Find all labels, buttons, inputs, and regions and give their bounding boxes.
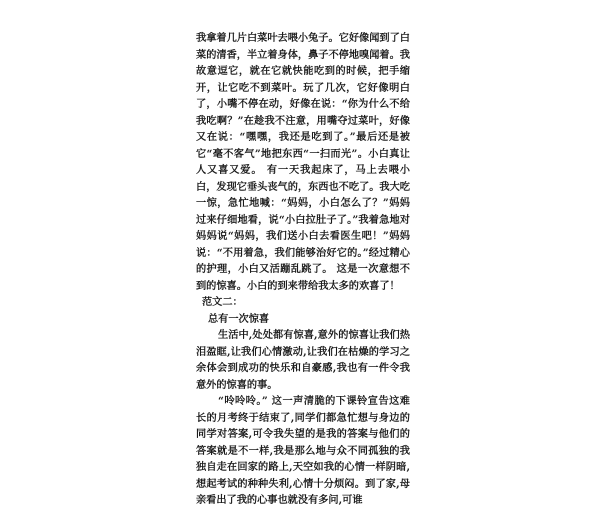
essay-title: 总有一次惊喜 <box>208 312 270 325</box>
essay-paragraph-2: “呤呤呤。” 这一声清脆的下课铃宣告这难长的月考终于结束了,同学们都急忙想与身边的同学对答案,可令我失望的是我的答案与他们的答案就是不一样,我是那么地与众不同孤独的我独自走在回家的路上,天空如我的心情一样阴暗,想起考试的种种失利,心情十分烦闷。到了家,母亲看出了我的心事也就没有多问,可谁 <box>196 395 410 506</box>
essay-paragraph-1: 生活中,处处都有惊喜,意外的惊喜让我们热泪盈眶,让我们心情激动,让我们在枯燥的学习之余体会到成功的快乐和自豪感,我也有一件令我意外的惊喜的事。 <box>196 329 410 391</box>
document-page <box>196 30 410 509</box>
story-paragraph: 我拿着几片白菜叶去喂小兔子。它好像闻到了白菜的清香，半立着身体，鼻子不停地嗅闻着。我故意逗它，就在它就快能吃到的时候，把手缩开，让它吃不到菜叶。玩了几次，它好像明白了，小嘴不停在动，好像在说：“你为什么不给我吃啊？”在趁我不注意，用嘴夺过菜叶，好像又在说：“嘿嘿，我还是吃到了。”最后还是被它“毫不客气”地把东西“一扫而光”。小白真让人又喜又爱。 有一天我起床了，马上去喂小白，发现它垂头丧气的，东西也不吃了。我大吃一惊，急忙地喊：“妈妈，小白怎么了？”妈妈过来仔细地看，说“小白拉肚子了。”我着急地对妈妈说“妈妈，我们送小白去看医生吧！”妈妈说：“不用着急，我们能够治好它的。”经过精心的护理，小白又活蹦乱跳了。 这是一次意想不到的惊喜。小白的到来带给我太多的欢喜了！ <box>196 32 410 292</box>
section-label: 范文二： <box>202 296 243 308</box>
